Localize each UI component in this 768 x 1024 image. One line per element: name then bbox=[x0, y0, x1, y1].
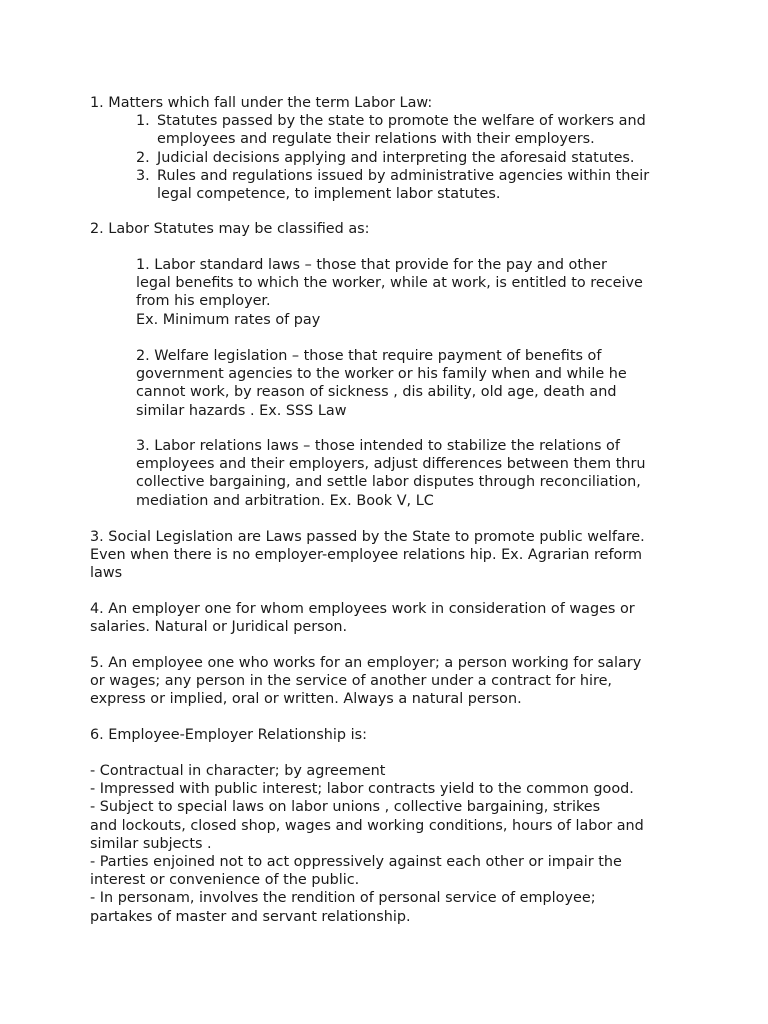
section-1-item-3 bbox=[90, 167, 680, 203]
section-1 bbox=[90, 94, 680, 203]
bullet-line: and lockouts, closed shop, wages and working conditions, hours of labor and bbox=[90, 817, 644, 834]
paragraph-line: or wages; any person in the service of another under a contract for hire, bbox=[90, 673, 612, 690]
paragraph-line: collective bargaining, and settle labor disputes through reconciliation, bbox=[136, 474, 641, 491]
paragraph-line: 4. An employer one for whom employees work in consideration of wages or bbox=[90, 601, 635, 617]
paragraph-line: laws bbox=[90, 565, 123, 582]
section-2-heading-block bbox=[90, 220, 680, 238]
list-text-line: legal competence, to implement labor statutes. bbox=[157, 185, 501, 202]
paragraph-line: 2. Welfare legislation – those that require payment of benefits of bbox=[136, 348, 602, 364]
paragraph-line: legal benefits to which the worker, while at work, is entitled to receive bbox=[136, 275, 643, 292]
list-number: 1. bbox=[136, 113, 150, 130]
paragraph-line: Even when there is no employer-employee relations hip. Ex. Agrarian reform bbox=[90, 547, 643, 564]
section-5 bbox=[90, 654, 680, 709]
paragraph-line: cannot work, by reason of sickness , dis ability, old age, death and bbox=[136, 384, 617, 401]
section-1-item-1 bbox=[90, 112, 680, 148]
paragraph-line: similar hazards . Ex. SSS Law bbox=[136, 402, 347, 419]
section-1-item-2 bbox=[90, 149, 680, 167]
bullet-line: - Impressed with public interest; labor contracts yield to the common good. bbox=[90, 781, 634, 798]
paragraph-line: 1. Labor standard laws – those that provide for the pay and other bbox=[136, 257, 607, 273]
section-2-item-3 bbox=[90, 437, 680, 510]
paragraph-line: 5. An employee one who works for an employer; a person working for salary bbox=[90, 655, 642, 671]
bullet-line: interest or convenience of the public. bbox=[90, 872, 360, 889]
paragraph-line: 3. Social Legislation are Laws passed by the State to promote public welfare. bbox=[90, 529, 645, 545]
paragraph-line: 3. Labor relations laws – those intended to stabilize the relations of bbox=[136, 438, 620, 454]
list-text-line: Judicial decisions applying and interpreting the aforesaid statutes. bbox=[157, 149, 635, 166]
bullet-line: partakes of master and servant relationship. bbox=[90, 908, 411, 925]
list-number: 2. bbox=[136, 149, 150, 166]
bullet-line: - Subject to special laws on labor unions , collective bargaining, strikes bbox=[90, 799, 601, 816]
section-4 bbox=[90, 600, 680, 636]
section-1-heading: 1. Matters which fall under the term Labor Law: bbox=[90, 95, 433, 111]
paragraph-line: salaries. Natural or Juridical person. bbox=[90, 619, 348, 636]
paragraph-line: from his employer. bbox=[136, 293, 271, 310]
list-text-line: employees and regulate their relations with their employers. bbox=[157, 131, 595, 148]
paragraph-line: employees and their employers, adjust differences between them thru bbox=[136, 456, 646, 473]
list-text-line: Statutes passed by the state to promote the welfare of workers and bbox=[157, 113, 646, 130]
list-number: 3. bbox=[136, 167, 150, 184]
paragraph-line: government agencies to the worker or his family when and while he bbox=[136, 366, 627, 383]
section-6-heading-block bbox=[90, 726, 680, 744]
section-2-heading: 2. Labor Statutes may be classified as: bbox=[90, 221, 370, 237]
section-6-list bbox=[90, 762, 680, 926]
paragraph-line: mediation and arbitration. Ex. Book V, LC bbox=[136, 492, 434, 509]
list-text-line: Rules and regulations issued by administrative agencies within their bbox=[157, 167, 650, 184]
paragraph-line: Ex. Minimum rates of pay bbox=[136, 311, 321, 328]
bullet-line: - Contractual in character; by agreement bbox=[90, 763, 386, 779]
section-2-item-1 bbox=[90, 256, 680, 329]
section-2-item-2 bbox=[90, 347, 680, 420]
bullet-line: - In personam, involves the rendition of personal service of employee; bbox=[90, 890, 596, 907]
paragraph-line: express or implied, oral or written. Always a natural person. bbox=[90, 691, 522, 708]
section-6-heading: 6. Employee-Employer Relationship is: bbox=[90, 727, 367, 743]
section-3 bbox=[90, 528, 680, 583]
bullet-line: - Parties enjoined not to act oppressively against each other or impair the bbox=[90, 853, 622, 870]
bullet-line: similar subjects . bbox=[90, 835, 212, 852]
